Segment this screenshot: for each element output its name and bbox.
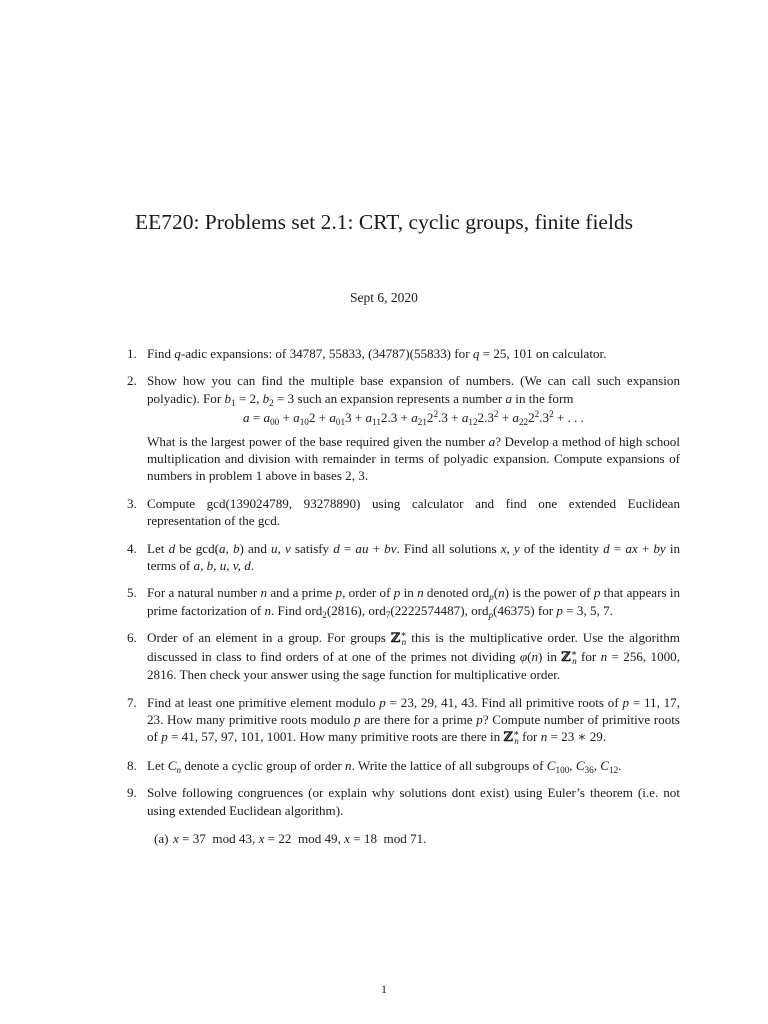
problem-continuation: What is the largest power of the base required given the number a? Develop a method of high school multiplication and division with remainder in terms of polyadic expansion. Compute expansions of numbers in problem 1 above in bases 2, 3. <box>147 433 680 484</box>
problem-text: Find q-adic expansions: of 34787, 55833, (34787)(55833) for q = 25, 101 on calculator. <box>147 346 607 361</box>
problem-item <box>120 784 680 847</box>
problem-item <box>120 584 680 619</box>
problem-number: 9. <box>127 785 137 801</box>
problem-item <box>120 540 680 575</box>
problem-text: Solve following congruences (or explain why solutions dont exist) using Euler’s theorem (i.e. not using extended Euclidean algorithm). <box>147 785 680 818</box>
problem-number: 1. <box>127 346 137 361</box>
document-title: EE720: Problems set 2.1: CRT, cyclic groups, finite fields <box>134 210 634 234</box>
problem-text: Let $C_n$ denote a cyclic group of order n. Write the lattice of all subgroups of $C_{100}$, $C_{36}$, $C_{12}$. <box>147 757 622 775</box>
problem-item <box>120 372 680 484</box>
problem-item <box>120 629 680 683</box>
problem-number: 8. <box>127 757 137 773</box>
problem-text: Let d be gcd(a, b) and u, v satisfy d = au + bv. Find all solutions x, y of the identity d = ax + by in terms of a, b, u, v, d. <box>147 540 680 574</box>
problem-number: 3. <box>127 495 137 511</box>
document-date: Sept 6, 2020 <box>350 290 418 305</box>
problem-text: Compute gcd(139024789, 93278890) using calculator and find one extended Euclidean representation of the gcd. <box>147 495 680 529</box>
page-number: 1 <box>381 982 387 996</box>
problem-number: 5. <box>127 585 137 601</box>
problem-number: 6. <box>127 630 137 646</box>
problem-number: 7. <box>127 694 137 710</box>
problem-item <box>120 757 680 774</box>
subproblem-text: x = 37 mod 43, x = 22 mod 49, x = 18 mod 71. <box>173 830 427 846</box>
problem-item <box>120 694 680 747</box>
problem-number: 2. <box>127 373 137 389</box>
problem-list <box>120 345 680 847</box>
problem-text: Show how you can find the multiple base expansion of numbers. (We can call such expansion polyadic). For $b_1 = 2$, $b_2 = 3$ such an expansion represents a number a in the form <box>147 373 680 408</box>
subproblem-label: (a) <box>154 830 169 846</box>
subproblem-item <box>147 830 680 847</box>
polyadic-formula: $a = a_{00} + a_{10}2 + a_{01}3 + a_{11}2.3 + a_{21}2^2.3 + a_{12}2.3^2 + a_{22}2^2.3^2$ + . . . <box>243 409 584 428</box>
problem-text: Find at least one primitive element modulo p = 23, 29, 41, 43. Find all primitive roots of p = 11, 17, 23. How many primitive roots modulo p are there for a prime p? Compute number of primitive roots of p = 41, 57, 97, 101, 1001. How many primitive roots are there in ℤ∗$_n$ for n = 23 ∗ 29. <box>147 694 681 747</box>
problem-item <box>120 495 680 530</box>
problem-text: Order of an element in a group. For groups ℤ∗$_n$ this is the multiplicative order. Use the algorithm discussed in class to find orders of at one of the primes not dividing φ(n) in ℤ∗$_n$ for n = 256, 1000, 2816. Then check your answer using the sage function for multiplicative order. <box>147 629 680 683</box>
problem-text: For a natural number n and a prime p, order of p in n denoted ord$_p$(n) is the power of p that appears in prime factorization of n. Find ord$_2$(2816), ord$_7$(2222574487), ord$_p$(46375) for p = 3, 5, 7. <box>147 585 681 620</box>
problem-item <box>120 345 680 362</box>
problem-number: 4. <box>127 540 137 556</box>
